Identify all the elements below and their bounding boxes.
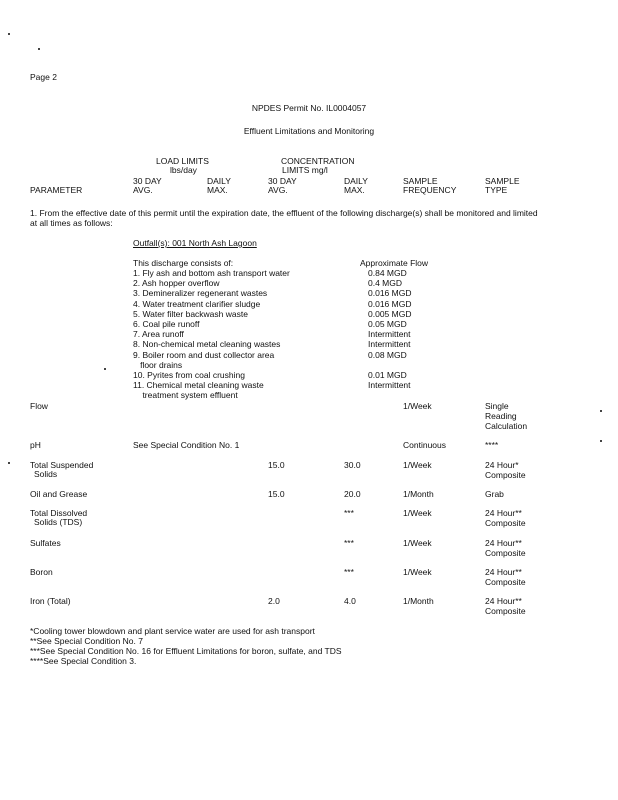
col-sample-type: SAMPLE [485,176,520,186]
sample-type-cell: Grab [485,489,504,499]
parameter-cell: Iron (Total) [30,596,71,606]
footnote: **See Special Condition No. 7 [30,636,143,646]
col-sample-freq-b: FREQUENCY [403,185,457,195]
parameter-cell-line-2: Solids (TDS) [34,517,83,527]
sample-type-cell-line-3: Calculation [485,421,528,431]
discharge-item-label: 10. Pyrites from coal crushing [133,370,245,380]
discharge-item-flow: 0.84 MGD [368,268,407,278]
discharge-item-label: 4. Water treatment clarifier sludge [133,299,261,309]
col-conc-30day: 30 DAY [268,176,297,186]
discharge-item-label: 1. Fly ash and bottom ash transport water [133,268,290,278]
sample-type-cell-line-2: Composite [485,606,526,616]
load-30day-avg-cell: See Special Condition No. 1 [133,440,240,450]
discharge-item-flow: 0.016 MGD [368,299,412,309]
discharge-item-label: 8. Non-chemical metal cleaning wastes [133,339,281,349]
sample-frequency-cell: 1/Week [403,460,432,470]
discharge-item-flow: Intermittent [368,380,411,390]
footnote: ****See Special Condition 3. [30,656,137,666]
col-conc-30day-avg: AVG. [268,185,288,195]
page-label: Page 2 [30,72,57,82]
scan-speck [8,462,10,464]
parameter-cell: Total Dissolved [30,508,88,518]
sample-type-cell: Single [485,401,509,411]
parameter-cell: Total Suspended [30,460,94,470]
discharge-item-label: 6. Coal pile runoff [133,319,200,329]
concentration-header: CONCENTRATION [281,156,355,166]
discharge-item-flow: 0.05 MGD [368,319,407,329]
section-title: Effluent Limitations and Monitoring [243,126,375,136]
conc-daily-max-cell: *** [344,508,354,518]
scan-speck [104,368,106,370]
load-limits-header: LOAD LIMITS [156,156,209,166]
footnote: *Cooling tower blowdown and plant service water are used for ash transport [30,626,315,636]
conc-daily-max-cell: 30.0 [344,460,361,470]
parameter-cell: Boron [30,567,53,577]
discharge-item-label: 2. Ash hopper overflow [133,278,220,288]
footnote: ***See Special Condition No. 16 for Effluent Limitations for boron, sulfate, and TDS [30,646,342,656]
sample-type-cell: 24 Hour** [485,596,522,606]
sample-type-cell: 24 Hour** [485,508,522,518]
sample-frequency-cell: 1/Month [403,489,434,499]
sample-type-cell-line-2: Composite [485,518,526,528]
sample-type-cell: 24 Hour* [485,460,519,470]
sample-type-cell-line-2: Composite [485,577,526,587]
sample-frequency-cell: 1/Month [403,596,434,606]
approximate-flow-title: Approximate Flow [360,258,429,268]
col-sample-type-b: TYPE [485,185,508,195]
discharge-item-flow: 0.016 MGD [368,288,412,298]
discharge-item-label: treatment system effluent [133,390,238,400]
sample-frequency-cell: 1/Week [403,538,432,548]
sample-type-cell: 24 Hour** [485,538,522,548]
outfall-label: Outfall(s): 001 North Ash Lagoon [133,238,257,248]
col-sample-freq: SAMPLE [403,176,438,186]
sample-frequency-cell: 1/Week [403,508,432,518]
conc-daily-max-cell: 4.0 [344,596,356,606]
scan-speck [8,33,10,35]
col-load-daily: DAILY [207,176,231,186]
sample-frequency-cell: 1/Week [403,401,432,411]
conc-daily-max-cell: 20.0 [344,489,361,499]
intro-line-2: at all times as follows: [30,218,113,228]
discharge-item-flow: Intermittent [368,329,411,339]
sample-frequency-cell: Continuous [403,440,447,450]
discharge-item-label: 9. Boiler room and dust collector area [133,350,275,360]
sample-type-cell: 24 Hour** [485,567,522,577]
col-conc-daily: DAILY [344,176,368,186]
sample-type-cell-line-2: Composite [485,548,526,558]
col-load-30day-avg: AVG. [133,185,153,195]
conc-daily-max-cell: *** [344,567,354,577]
conc-daily-max-cell: *** [344,538,354,548]
parameter-cell: Sulfates [30,538,61,548]
sample-type-cell-line-2: Reading [485,411,517,421]
parameter-cell: Flow [30,401,48,411]
discharge-title: This discharge consists of: [133,258,234,268]
discharge-item-label: 11. Chemical metal cleaning waste [133,380,264,390]
parameter-cell: Oil and Grease [30,489,88,499]
discharge-item-label: 5. Water filter backwash waste [133,309,248,319]
col-conc-daily-max: MAX. [344,185,365,195]
parameter-cell-line-2: Solids [34,469,58,479]
scan-speck [600,440,602,442]
discharge-item-flow: Intermittent [368,339,411,349]
sample-frequency-cell: 1/Week [403,567,432,577]
scan-speck [600,410,602,412]
load-units-header: lbs/day [170,165,197,175]
conc-30day-avg-cell: 15.0 [268,489,285,499]
discharge-item-label: floor drains [133,360,183,370]
discharge-item-flow: 0.005 MGD [368,309,412,319]
concentration-units-header: LIMITS mg/l [282,165,328,175]
sample-type-cell: **** [485,440,499,450]
discharge-item-label: 7. Area runoff [133,329,184,339]
discharge-item-flow: 0.08 MGD [368,350,407,360]
intro-line-1: 1. From the effective date of this permit until the expiration date, the effluent of the following discharge(s) shall be monitored and limited [30,208,538,218]
permit-title: NPDES Permit No. IL0004057 [251,103,367,113]
col-load-30day: 30 DAY [133,176,162,186]
col-load-daily-max: MAX. [207,185,228,195]
conc-30day-avg-cell: 15.0 [268,460,285,470]
scan-speck [38,48,40,50]
col-parameter: PARAMETER [30,185,83,195]
discharge-item-label: 3. Demineralizer regenerant wastes [133,288,268,298]
parameter-cell: pH [30,440,41,450]
conc-30day-avg-cell: 2.0 [268,596,280,606]
sample-type-cell-line-2: Composite [485,470,526,480]
discharge-item-flow: 0.01 MGD [368,370,407,380]
discharge-item-flow: 0.4 MGD [368,278,403,288]
